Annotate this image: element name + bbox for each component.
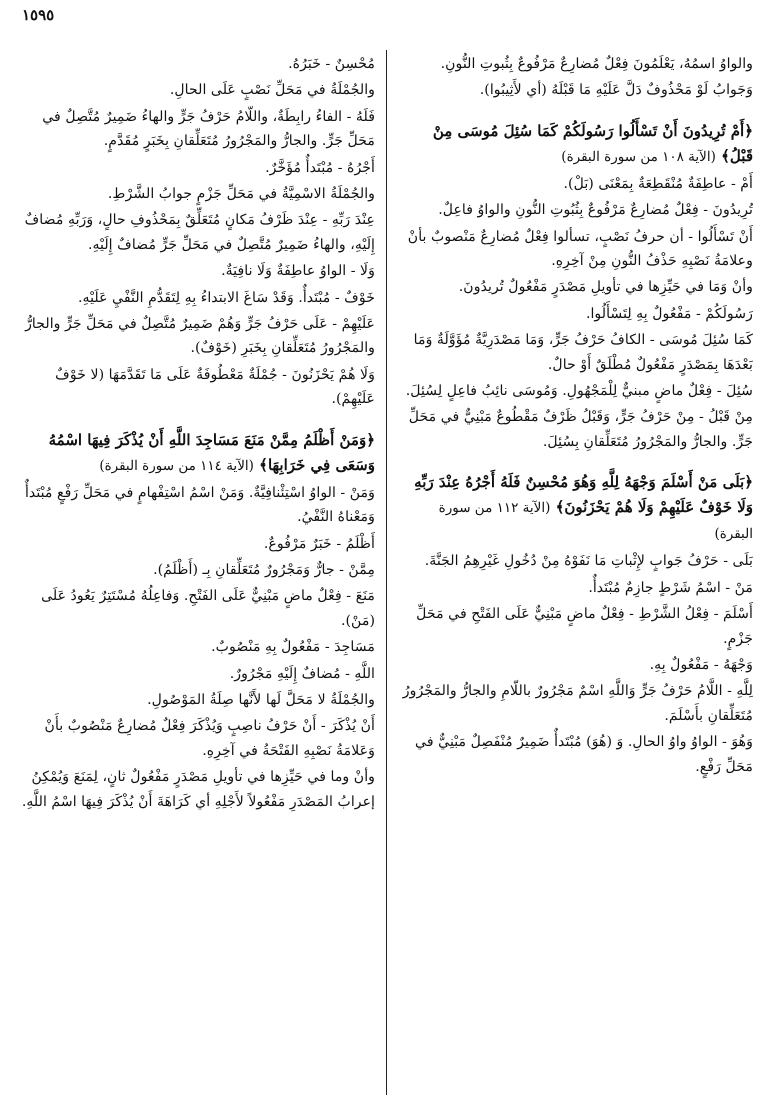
column-divider	[386, 50, 387, 1095]
quran-verse	[398, 470, 753, 547]
verse-reference: (الآية ١١٢ من سورة البقرة)	[438, 500, 753, 543]
paragraph: أَنْ تَسْأَلُوا - أن حرفُ نَصْبٍ، تسألوا فِعْلٌ مُضارِعٌ مَنْصوبٌ بأنْ وعلامَةُ نَصْبِهِ حَذْفُ النُّونِ مِنْ آخِرِهِ.	[407, 228, 753, 270]
left-column	[18, 52, 375, 1102]
paragraph: أَنْ يُذْكَرَ - أَنْ حَرْفُ ناصِبٍ وَيُذْكَرَ فِعْلٌ مُضارِعٌ مَنْصُوبٌ بأَنْ وَعَلامَةُ نَصْبِهِ الفَتْحَةُ في آخِرِهِ.	[44, 718, 375, 759]
paragraph: اللَّهِ - مُضافٌ إِلَيْهِ مَجْرُورٌ.	[229, 665, 375, 682]
right-column	[398, 52, 753, 1102]
paragraph: فَلَهُ - الفاءُ رابِطَةٌ، واللّامُ حَرْفُ جَرٍّ والهاءُ ضَمِيرٌ مُتَّصِلٌ في مَحَلِّ جَرٍّ. والجارُّ والمَجْرُورُ مُتَعَلِّقانِ بِخَبَرٍ مُقَدَّمٍ.	[42, 108, 375, 150]
paragraph: مُحْسِنٌ - خَبَرُهُ.	[288, 56, 375, 72]
page-number: ١٥٩٥	[22, 6, 55, 24]
verse-text: ﴿وَمَنْ أَظْلَمُ مِمَّنْ مَنَعَ مَسَاجِدَ اللَّهِ أَنْ يُذْكَرَ فِيهَا اسْمُهُ وَسَعَى فِي خَرَابِهَا﴾	[48, 430, 375, 474]
verse-reference: (الآية ١٠٨ من سورة البقرة)	[561, 148, 716, 165]
paragraph: مِمَّنْ - جارٌّ وَمَجْرُورٌ مُتَعَلِّقانِ بِـ (أَظْلَمُ).	[153, 561, 375, 578]
paragraph: أَظْلَمُ - خَبَرٌ مَرْفُوعٌ.	[263, 535, 375, 552]
paragraph: أَمْ - عاطِفَةٌ مُنْقَطِعَةٌ بِمَعْنَى (بَلْ).	[563, 175, 753, 192]
paragraph: وَلَا هُمْ يَحْزَنُونَ - جُمْلَةٌ مَعْطُوفَةٌ عَلَى مَا تَقَدَّمَهَا (لا خَوْفٌ عَلَيْهِمْ).	[55, 366, 375, 408]
paragraph: مَنْ - اسْمُ شَرْطٍ جازِمٌ مُبْتَدأٌ.	[588, 579, 753, 596]
paragraph: أَجْرُهُ - مُبْتَدأٌ مُؤَخَّرٌ.	[265, 159, 375, 176]
verse-text: ﴿بَلَى مَنْ أَسْلَمَ وَجْهَهُ لِلَّهِ وَهُوَ مُحْسِنٌ فَلَهُ أَجْرُهُ عِنْدَ رَبِّهِ وَلَا خَوْفٌ عَلَيْهِمْ وَلَا هُمْ يَحْزَنُونَ﴾	[414, 473, 753, 517]
paragraph: لِلَّهِ - اللَّامُ حَرْفُ جَرٍّ وَاللَّهِ اسْمٌ مَجْرُورٌ باللّامِ والجارُّ والمَجْرُورُ مُتَعَلِّقانِ بأَسْلَمَ.	[402, 683, 753, 724]
paragraph: وأنْ وَمَا في حَيِّزِها في تأويلِ مَصْدَرٍ مَفْعُولٌ تُريدُونَ.	[458, 279, 753, 296]
quran-verse	[398, 119, 753, 170]
paragraph: رَسُولَكُمْ - مَفْعُولٌ بِهِ لِتَسْأَلُوا.	[585, 305, 753, 322]
paragraph: عِنْدَ رَبِّهِ - عِنْدَ ظَرْفُ مَكانٍ مُتَعَلِّقٌ بِمَحْذُوفِ حالٍ، وَرَبِّهِ مُضافٌ إِلَيْهِ، والهاءُ ضَمِيرٌ مُتَّصِلٌ في مَحَلِّ جَرٍّ مُضافٌ إِلَيْهِ.	[24, 212, 375, 253]
paragraph: والواوُ اسمُهُ، يَعْلَمُونَ فِعْلٌ مُضارِعٌ مَرْفُوعٌ بِثُبوتِ النُّونِ.	[440, 56, 753, 72]
paragraph: مَسَاجِدَ - مَفْعُولٌ بِهِ مَنْصُوبٌ.	[211, 639, 375, 656]
quran-verse	[18, 428, 375, 479]
paragraph: وَلَا - الواوُ عاطِفَةٌ وَلَا نافِيَةٌ.	[221, 263, 375, 280]
paragraph: وَجَوابُ لَوْ مَحْذُوفٌ دَلَّ عَلَيْهِ مَا قَبْلَهُ (أي لأَثِيبُوا).	[479, 82, 753, 99]
paragraph: بَلَى - حَرْفُ جَوابٍ لإِثْباتِ مَا نَفَوْهُ مِنْ دُخُولِ غَيْرِهِمُ الجَنَّةَ.	[424, 553, 753, 570]
verse-reference: (الآية ١١٤ من سورة البقرة)	[99, 457, 254, 474]
paragraph: خَوْفٌ - مُبْتَدأٌ. وَقَدْ سَاغَ الابتداءُ بِهِ لِتَقَدُّمِ النَّفْيِ عَلَيْهِ.	[77, 289, 375, 306]
paragraph: وَجْهَهُ - مَفْعُولٌ بِهِ.	[649, 656, 753, 673]
paragraph: تُرِيدُونَ - فِعْلٌ مُضارِعٌ مَرْفُوعٌ بِثُبُوتِ النُّونِ والواوُ فاعِلٌ.	[438, 202, 753, 219]
paragraph: مِنْ قَبْلُ - مِنْ حَرْفُ جَرٍّ، وَقَبْلُ ظَرْفٌ مَقْطُوعٌ مَبْنِيٌّ في مَحَلِّ جَرٍّ. والجارُّ والمَجْرُورُ مُتَعَلِّقانِ بِسُئِلَ.	[408, 409, 753, 450]
paragraph: والجُمْلَةُ الاسْمِيَّةُ في مَحَلِّ جَزْمٍ جوابُ الشَّرْطِ.	[107, 186, 375, 203]
paragraph: مَنَعَ - فِعْلٌ ماضٍ مَبْنِيٌّ عَلَى الفَتْحِ. وَفاعِلُهُ مُسْتَتِرٌ يَعُودُ عَلَى (مَنْ).	[41, 588, 375, 629]
paragraph: أَسْلَمَ - فِعْلُ الشَّرْطِ - فِعْلٌ ماضٍ مَبْنِيٌّ عَلَى الفَتْحِ في مَحَلِّ جَزْمٍ.	[416, 606, 753, 647]
paragraph: والجُمْلَةُ لا مَحَلَّ لَها لأَنَّها صِلَةُ المَوْصُولِ.	[147, 691, 375, 708]
verse-text: ﴿أَمْ تُرِيدُونَ أَنْ تَسْأَلُوا رَسُولَكُمْ كَمَا سُئِلَ مُوسَى مِنْ قَبْلُ﴾	[432, 121, 753, 165]
paragraph: كَمَا سُئِلَ مُوسَى - الكافُ حَرْفُ جَرٍّ، وَمَا مَصْدَرِيَّةٌ مُؤَوَّلَةٌ وَمَا بَعْدَهَا بِمَصْدَرٍ مَفْعُولٌ مُطْلَقٌ أَوْ حالٌ.	[413, 332, 753, 373]
paragraph: سُئِلَ - فِعْلٌ ماضٍ مبنيٌّ لِلْمَجْهُولِ. وَمُوسَى نائِبُ فاعِلٍ لِسُئِلَ.	[405, 383, 753, 400]
paragraph: عَلَيْهِمْ - عَلَى حَرْفُ جَرٍّ وَهُمْ ضَمِيرٌ مُتَّصِلٌ في مَحَلِّ جَرٍّ والجارُّ والمَجْرُورُ مُتَعَلِّقانِ بِخَبَرِ (خَوْفٌ).	[25, 316, 375, 357]
paragraph: والجُمْلَةُ في مَحَلِّ نَصْبٍ عَلَى الحالِ.	[169, 82, 375, 99]
paragraph: وَهُوَ - الواوُ واوُ الحالِ. وَ (هُوَ) مُبْتَدأٌ ضَمِيرٌ مُنْفَصِلٌ مَبْنِيٌّ في مَحَلِّ رَفْعٍ.	[415, 734, 753, 775]
paragraph: وَمَنْ - الواوُ اسْتِئْنافِيَّةٌ. وَمَنْ اسْمُ اسْتِفْهامٍ في مَحَلِّ رَفْعٍ مُبْتَدأٌ وَمَعْناهُ النَّفْيُ.	[24, 484, 375, 526]
paragraph: وأنْ وما في حَيِّزِها في تأويلِ مَصْدَرٍ مَفْعُولٌ ثانٍ، لِمَنَعَ وَيُمْكِنُ إعرابُ المَصْدَرِ مَفْعُولاً لأَجْلِهِ أي كَرَاهَةَ أَنْ يُذْكَرَ فِيهَا اسْمُ اللَّهِ.	[21, 769, 375, 810]
